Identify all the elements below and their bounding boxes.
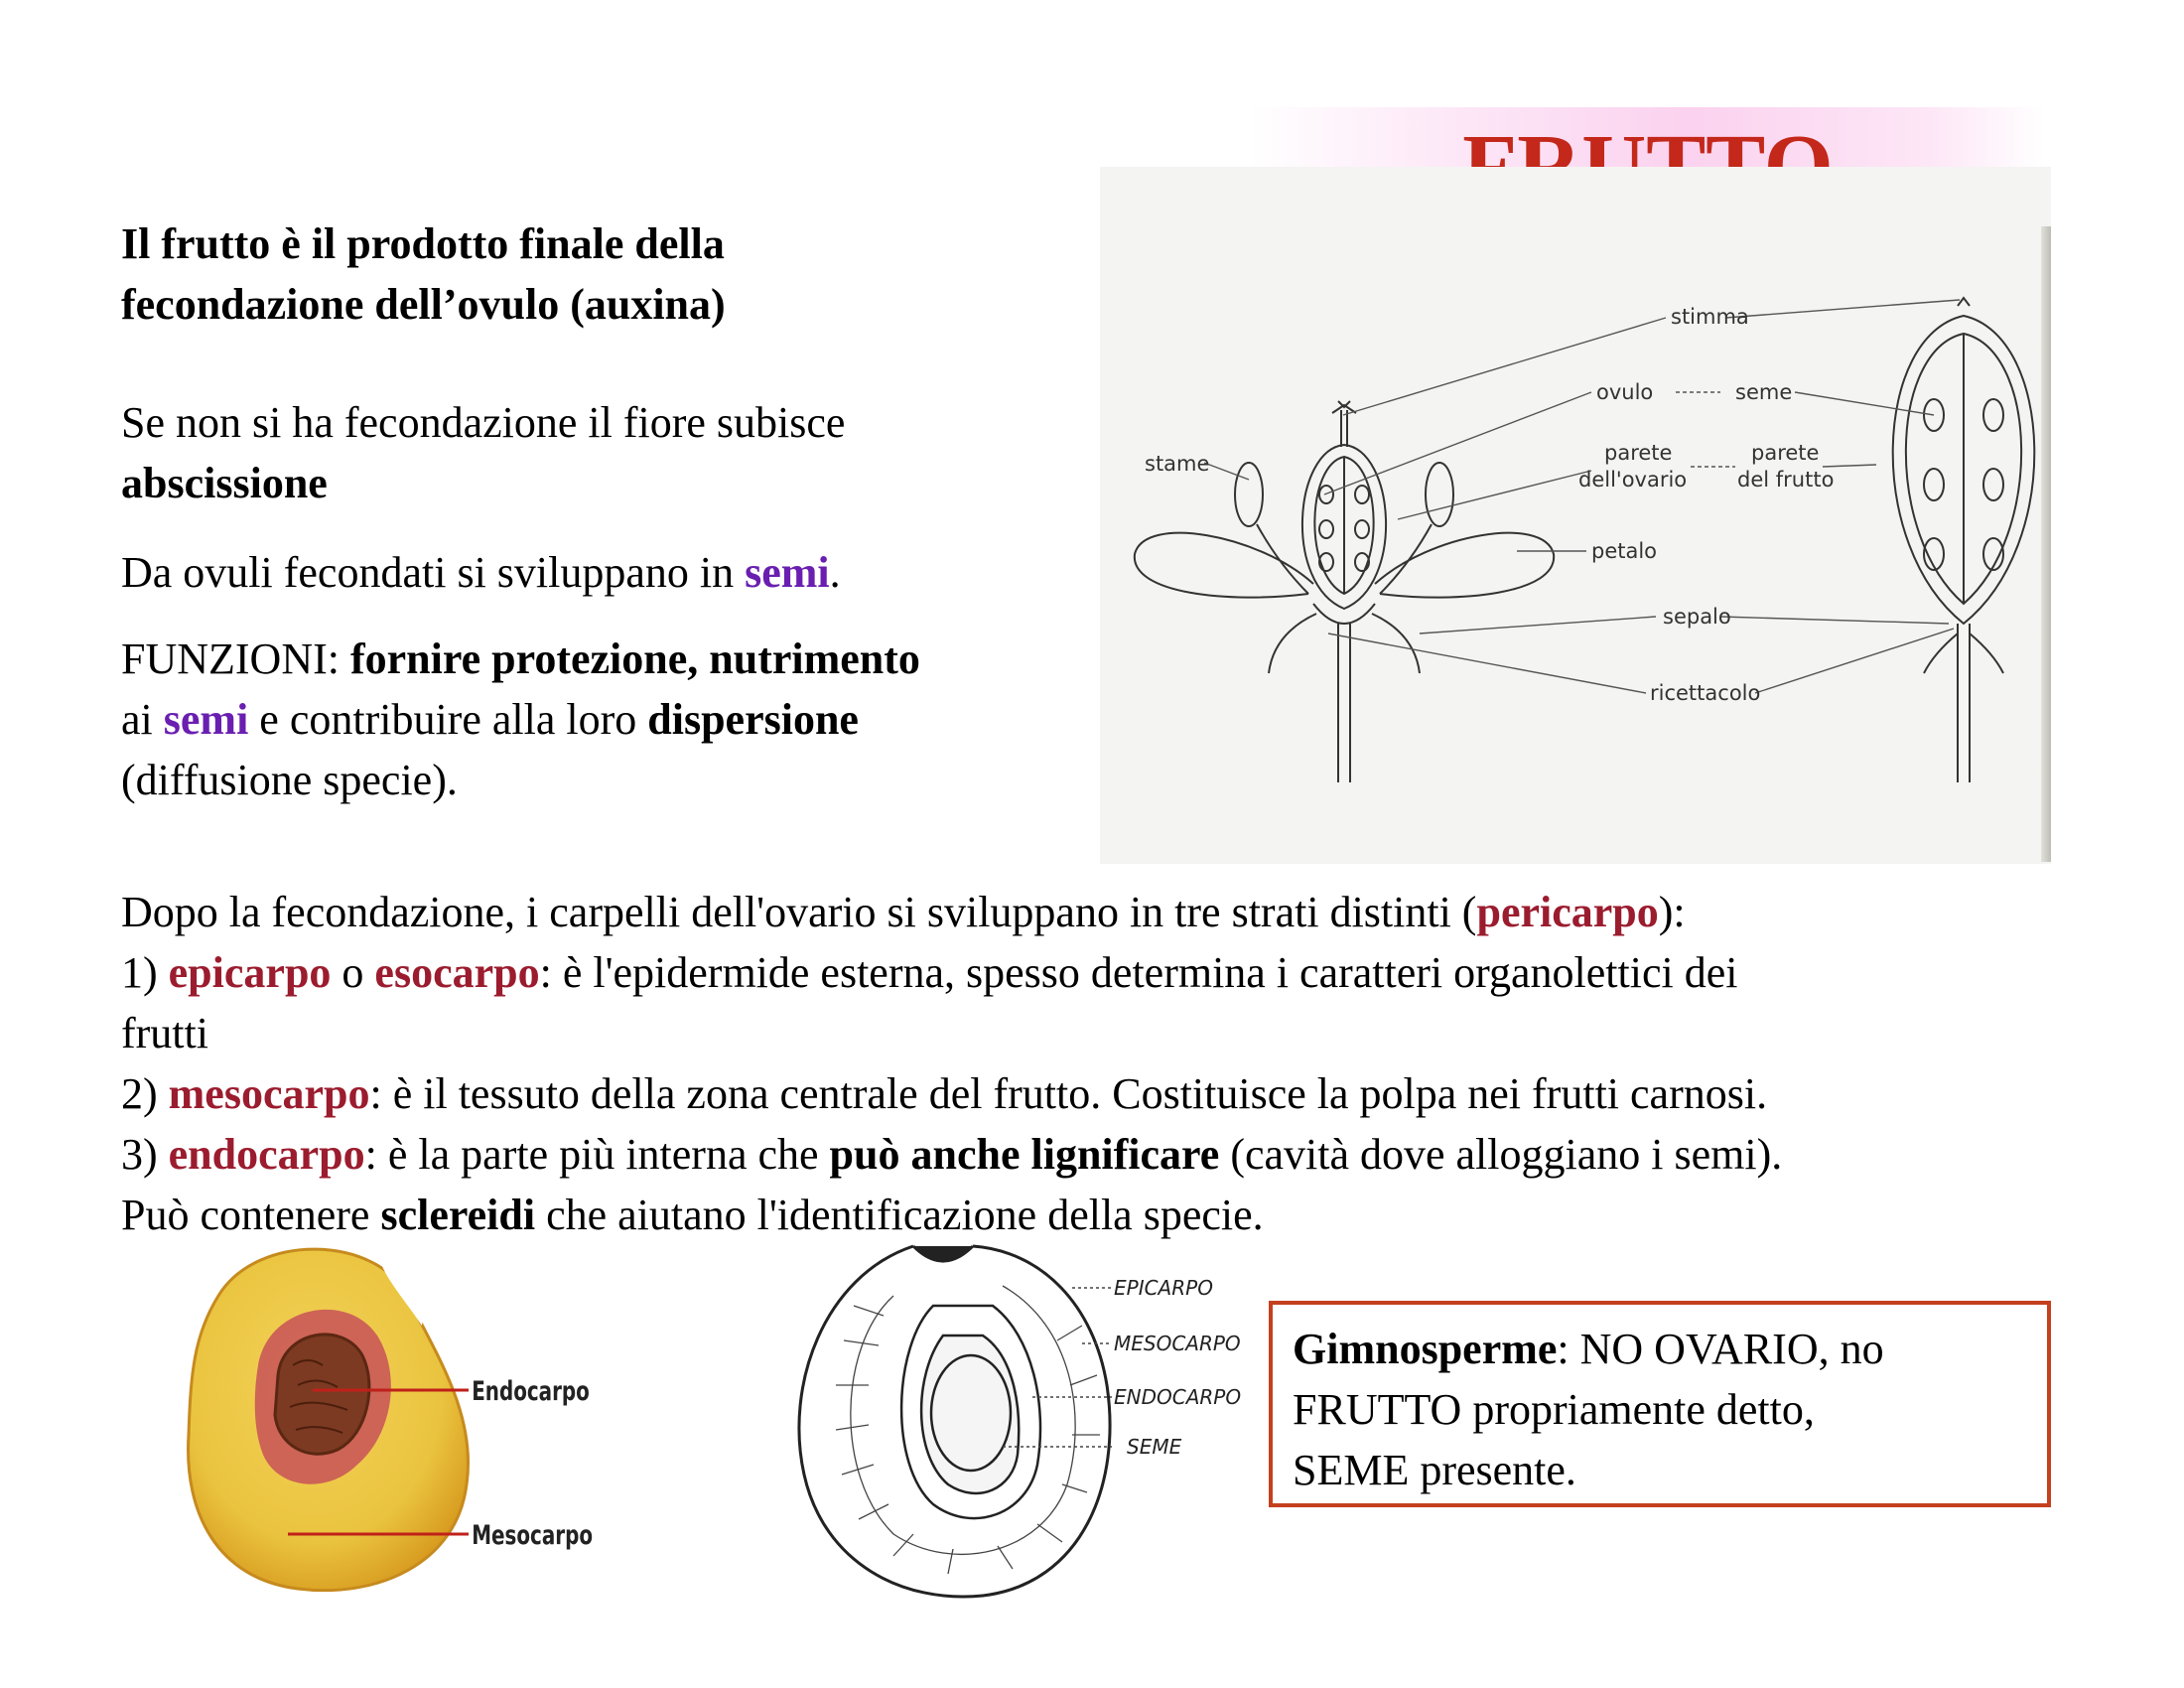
pericarp-intro: Dopo la fecondazione, i carpelli dell'ovario si sviluppano in tre strati distinti ( [121, 888, 1477, 936]
intro-text [121, 213, 726, 335]
label-mesocarpo: Mesocarpo [472, 1518, 594, 1551]
gymnosperm-term: Gimnosperme [1293, 1325, 1558, 1373]
gymnosperm-box [1269, 1301, 2051, 1507]
pericarp-intro-end: ): [1658, 888, 1686, 936]
functions-bold-2: dispersione [647, 695, 859, 744]
sclereidi-term: sclereidi [380, 1191, 536, 1239]
functions-bold-1: fornire protezione, nutrimento [349, 634, 920, 683]
functions-label: FUNZIONI: [121, 634, 350, 683]
label-parete-ovario-1: parete [1604, 441, 1673, 465]
pericarp-text [121, 882, 2067, 1245]
peach-drawing-svg [784, 1236, 1281, 1604]
peach-line-drawing [784, 1236, 1281, 1604]
functions-end: (diffusione specie). [121, 756, 458, 804]
mesocarpo-term: mesocarpo [168, 1069, 370, 1118]
item-2-number: 2) [121, 1069, 169, 1118]
item-3-text: : è la parte più interna che [364, 1130, 830, 1179]
label-parete-frutto-1: parete [1751, 441, 1820, 465]
functions-text [121, 629, 920, 810]
label-seme: seme [1735, 380, 1793, 404]
label-stimma: stimma [1671, 305, 1749, 329]
gymnosperm-line-2: FRUTTO propriamente detto, [1293, 1385, 1815, 1434]
label-parete-frutto-2: del frutto [1737, 468, 1835, 492]
abscission-line: Se non si ha fecondazione il fiore subisce [121, 398, 846, 447]
label-parete-ovario-2: dell'ovario [1578, 468, 1688, 492]
seeds-term: semi [745, 548, 830, 597]
item-1-text: : è l'epidermide esterna, spesso determina i caratteri organolettici dei [539, 948, 1738, 997]
item-1-continuation: frutti [121, 1009, 208, 1057]
flower-diagram-svg [1100, 167, 2051, 864]
item-3-number: 3) [121, 1130, 169, 1179]
gymnosperm-line-3: SEME presente. [1293, 1446, 1576, 1494]
pericarpo-term: pericarpo [1476, 888, 1659, 936]
label-petalo: petalo [1591, 539, 1658, 563]
label-endocarpo-drawing: ENDOCARPO [1114, 1385, 1242, 1409]
functions-ai: ai [121, 695, 164, 744]
intro-line-1: Il frutto è il prodotto finale della [121, 219, 725, 268]
item-3-bold: può anche lignificare [829, 1130, 1220, 1179]
seeds-text [121, 542, 841, 603]
gymnosperm-line-1: : NO OVARIO, no [1557, 1325, 1884, 1373]
functions-mid: e contribuire alla loro [248, 695, 648, 744]
peach-cross-section-photo [179, 1236, 596, 1604]
label-mesocarpo-drawing: MESOCARPO [1114, 1332, 1241, 1355]
item-1-or: o [331, 948, 375, 997]
seeds-sentence: Da ovuli fecondati si sviluppano in [121, 548, 746, 597]
functions-semi: semi [163, 695, 249, 744]
label-stame: stame [1145, 452, 1210, 476]
item-3-end: (cavità dove alloggiano i semi). [1219, 1130, 1783, 1179]
label-sepalo: sepalo [1663, 605, 1731, 629]
abscission-text [121, 392, 845, 513]
label-seme-drawing: SEME [1127, 1435, 1182, 1459]
peach-photo-svg [179, 1236, 596, 1604]
label-epicarpo: EPICARPO [1114, 1276, 1213, 1300]
label-ricettacolo: ricettacolo [1650, 681, 1761, 705]
item-1-number: 1) [121, 948, 169, 997]
intro-line-2: fecondazione dell’ovulo (auxina) [121, 280, 726, 329]
seeds-period: . [829, 548, 841, 597]
item-4-text: Può contenere [121, 1191, 381, 1239]
label-endocarpo: Endocarpo [472, 1374, 590, 1407]
esocarpo-term: esocarpo [374, 948, 540, 997]
endocarpo-term: endocarpo [168, 1130, 365, 1179]
label-ovulo: ovulo [1596, 380, 1654, 404]
item-2-text: : è il tessuto della zona centrale del frutto. Costituisce la polpa nei frutti carnosi. [369, 1069, 1768, 1118]
item-4-end: che aiutano l'identificazione della specie. [535, 1191, 1264, 1239]
epicarpo-term: epicarpo [168, 948, 332, 997]
abscission-term: abscissione [121, 459, 328, 507]
flower-fruit-diagram [1100, 167, 2051, 864]
